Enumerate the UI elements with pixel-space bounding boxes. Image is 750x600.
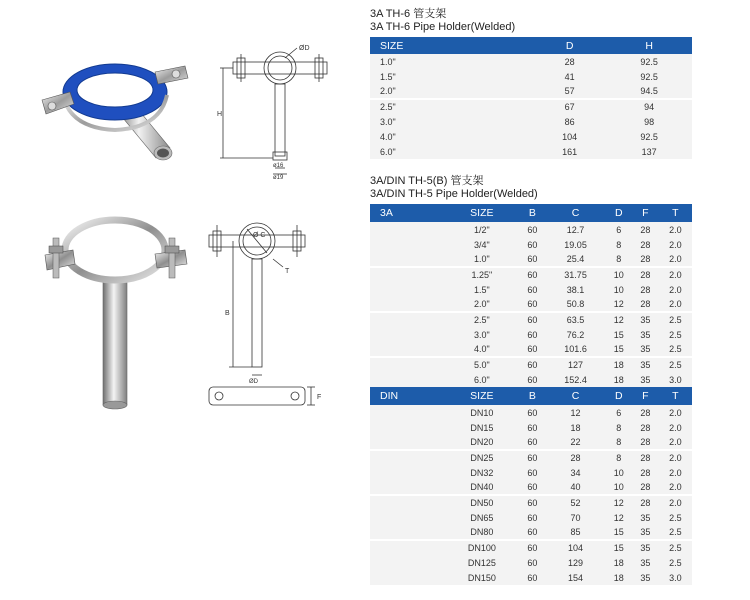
table-cell: 85 [546,525,606,540]
col-d-header: D [605,387,632,405]
table-cell: 6 [605,222,632,237]
table-cell: 22 [546,435,606,450]
col-size-header: SIZE [445,204,519,222]
table-cell: 2.5 [659,540,692,555]
section2-title-en: 3A/DIN TH-5 Pipe Holder(Welded) [370,188,538,200]
table-row [370,144,692,159]
col-b-header: B [519,204,546,222]
table-row [370,465,692,480]
table-cell: 28 [533,54,606,69]
table-cell: 35 [632,312,659,327]
table-cell: 15 [605,327,632,342]
table-cell: 60 [519,555,546,570]
table-cell: DN25 [445,450,519,465]
table-cell-blank [370,540,445,555]
table-row [370,357,692,372]
dim-d2-label: ø19 [273,175,284,180]
col-din-header: DIN [370,387,445,405]
table-cell: 3.0" [370,114,533,129]
table-row [370,297,692,312]
table-cell: 18 [605,372,632,387]
table-cell-blank [370,327,445,342]
table-cell: 60 [519,405,546,420]
col-d-header: D [605,204,632,222]
dim-d1-label: ø16 [273,163,284,169]
table-cell-blank [370,342,445,357]
table-cell: 2.0 [659,282,692,297]
table-cell: 60 [519,312,546,327]
table-cell: 1.25" [445,267,519,282]
table-cell: 4.0" [445,342,519,357]
table-row [370,267,692,282]
table-row [370,525,692,540]
table-cell: DN15 [445,420,519,435]
table-cell: 2.0 [659,237,692,252]
table-cell: 35 [632,327,659,342]
table-cell: 2.0" [445,297,519,312]
table-cell: 18 [605,570,632,585]
table-cell: 1.5" [445,282,519,297]
table-cell: 40 [546,480,606,495]
col-f-header: F [632,387,659,405]
th5-technical-drawing [205,215,330,415]
col-c-header: C [546,204,606,222]
table-row [370,129,692,144]
table-cell: 2.5 [659,312,692,327]
table-cell: 92.5 [606,129,692,144]
table-cell: 57 [533,84,606,99]
table-cell: 8 [605,450,632,465]
table-cell: 137 [606,144,692,159]
table-cell: 60 [519,420,546,435]
table-cell: 8 [605,252,632,267]
table-cell: 35 [632,510,659,525]
th5-pipe-holder-photo [35,210,200,415]
table-cell: 127 [546,357,606,372]
table-cell-blank [370,372,445,387]
col-t-header: T [659,387,692,405]
table-cell-blank [370,435,445,450]
th6-spec-table [370,37,692,159]
table-cell: 94 [606,99,692,114]
dim-h-label: H [217,111,223,118]
table-cell: 10 [605,267,632,282]
table-cell: 1.0" [370,54,533,69]
table-cell: 18 [605,357,632,372]
table-cell: 60 [519,342,546,357]
dim-d-label: ØD [249,379,258,385]
table-cell: 60 [519,510,546,525]
table-cell: 60 [519,267,546,282]
table-cell: 6.0" [370,144,533,159]
section1-title-en: 3A TH-6 Pipe Holder(Welded) [370,21,516,33]
col-3a-header: 3A [370,204,445,222]
col-size-header: SIZE [370,37,533,54]
table-cell: 28 [632,435,659,450]
table-cell-blank [370,282,445,297]
table-row [370,252,692,267]
table-cell: 6 [605,405,632,420]
table-cell-blank [370,222,445,237]
table-row [370,327,692,342]
table-cell-blank [370,420,445,435]
table-cell: 2.5 [659,357,692,372]
table-cell: 2.0 [659,450,692,465]
table-cell-blank [370,237,445,252]
dim-d-label: ØD [299,45,310,52]
col-f-header: F [632,204,659,222]
th5-spec-table [370,204,692,585]
table-cell: 28 [632,420,659,435]
table-cell-blank [370,357,445,372]
table-cell: 28 [632,282,659,297]
table-cell: DN65 [445,510,519,525]
table-cell: 15 [605,342,632,357]
section1-title-cn: 3A TH-6 管支架 [370,8,447,20]
table-row [370,54,692,69]
table-cell-blank [370,570,445,585]
table-row [370,570,692,585]
table-cell: 63.5 [546,312,606,327]
table-cell: 2.5 [659,555,692,570]
table-cell-blank [370,297,445,312]
table-cell: 12 [605,510,632,525]
table-cell: 3/4" [445,237,519,252]
table-row [370,450,692,465]
table-cell: 18 [605,555,632,570]
table-cell: 28 [632,237,659,252]
table-cell: 2.0 [659,405,692,420]
table-row [370,420,692,435]
dim-f-label: F [317,394,322,401]
table-cell: 15 [605,540,632,555]
col-d-header: D [533,37,606,54]
table-cell: DN32 [445,465,519,480]
table-cell: 6.0" [445,372,519,387]
table-cell: 60 [519,237,546,252]
table-cell-blank [370,450,445,465]
table-cell: 92.5 [606,54,692,69]
dim-c-label: Ø C [253,232,266,239]
table-cell: 12 [546,405,606,420]
table-cell: 60 [519,327,546,342]
table-cell: 2.0 [659,267,692,282]
table-row [370,495,692,510]
table-cell-blank [370,555,445,570]
table-cell-blank [370,252,445,267]
table-cell-blank [370,480,445,495]
table-cell: 67 [533,99,606,114]
table-cell: 12 [605,312,632,327]
product-illustrations [0,0,365,600]
table-cell: 60 [519,435,546,450]
table-cell: 2.0 [659,252,692,267]
table-cell: 60 [519,495,546,510]
table-header-row [370,37,692,54]
table-cell: 3.0" [445,327,519,342]
table-cell: DN10 [445,405,519,420]
table-row [370,84,692,99]
table-cell: 1.0" [445,252,519,267]
table-row [370,510,692,525]
th6-technical-drawing [215,40,340,180]
table-cell: 10 [605,465,632,480]
table-cell: 154 [546,570,606,585]
table-row [370,237,692,252]
table-cell: 101.6 [546,342,606,357]
table-cell: 94.5 [606,84,692,99]
table-cell: 41 [533,69,606,84]
table-cell: 60 [519,297,546,312]
table-cell: 70 [546,510,606,525]
table-cell-blank [370,510,445,525]
table-cell: 25.4 [546,252,606,267]
table-cell: 152.4 [546,372,606,387]
col-size-header: SIZE [445,387,519,405]
table-header-row-din [370,387,692,405]
table-row [370,222,692,237]
table-cell: 50.8 [546,297,606,312]
table-row [370,405,692,420]
table-row [370,540,692,555]
table-cell: 10 [605,282,632,297]
table-cell: 161 [533,144,606,159]
table-cell: 31.75 [546,267,606,282]
table-cell: 8 [605,420,632,435]
table-cell: 2.0 [659,480,692,495]
table-cell: 15 [605,525,632,540]
table-cell: 35 [632,342,659,357]
table-cell: 28 [632,465,659,480]
table-cell: 28 [632,450,659,465]
th6-pipe-holder-photo [30,40,200,180]
table-cell: DN125 [445,555,519,570]
table-cell: 35 [632,555,659,570]
table-cell: 86 [533,114,606,129]
table-cell: 60 [519,357,546,372]
table-cell: 3.0 [659,570,692,585]
table-cell: DN20 [445,435,519,450]
table-row [370,312,692,327]
table-cell: 60 [519,540,546,555]
table-cell: 76.2 [546,327,606,342]
table-row [370,372,692,387]
table-row [370,480,692,495]
table-cell: 1.5" [370,69,533,84]
table-row [370,435,692,450]
table-cell: 12.7 [546,222,606,237]
table-cell: 2.5 [659,510,692,525]
table-header-row-3a [370,204,692,222]
table-cell: 2.0 [659,435,692,450]
table-cell: 104 [533,129,606,144]
table-cell: 19.05 [546,237,606,252]
table-cell: 2.0" [370,84,533,99]
table-cell: 35 [632,540,659,555]
table-cell-blank [370,267,445,282]
table-cell: 60 [519,282,546,297]
table-cell: DN80 [445,525,519,540]
table-cell: 28 [632,405,659,420]
table-cell: 60 [519,465,546,480]
table-cell: 2.0 [659,465,692,480]
table-cell: DN40 [445,480,519,495]
table-cell: 2.5 [659,525,692,540]
table-cell: 12 [605,297,632,312]
table-cell-blank [370,312,445,327]
table-cell: 2.5" [370,99,533,114]
table-cell: 8 [605,435,632,450]
table-cell: 3.0 [659,372,692,387]
table-cell: DN150 [445,570,519,585]
dim-t-label: T [285,268,290,275]
table-cell: 2.5" [445,312,519,327]
table-row [370,555,692,570]
table-cell: 10 [605,480,632,495]
table-cell: 28 [632,222,659,237]
table-cell: 35 [632,570,659,585]
table-row [370,99,692,114]
table-cell: 60 [519,480,546,495]
table-cell-blank [370,495,445,510]
table-cell: 60 [519,570,546,585]
table-cell: 12 [605,495,632,510]
table-cell: 28 [632,480,659,495]
table-cell: 4.0" [370,129,533,144]
table-cell: 28 [632,267,659,282]
table-cell: 104 [546,540,606,555]
table-row [370,282,692,297]
table-cell: 28 [632,495,659,510]
table-cell: 60 [519,450,546,465]
table-row [370,69,692,84]
col-h-header: H [606,37,692,54]
section2-title-cn: 3A/DIN TH-5(B) 管支架 [370,175,484,187]
table-cell: 28 [632,252,659,267]
col-t-header: T [659,204,692,222]
table-cell: 92.5 [606,69,692,84]
dim-b-label: B [225,310,230,317]
table-cell: 60 [519,252,546,267]
table-cell: 2.5 [659,342,692,357]
table-cell: 34 [546,465,606,480]
table-cell: 2.0 [659,222,692,237]
table-cell: 35 [632,372,659,387]
table-cell: 2.0 [659,420,692,435]
table-cell: 38.1 [546,282,606,297]
spec-tables [370,8,692,585]
table-cell: 35 [632,357,659,372]
table-cell: 2.0 [659,495,692,510]
table-cell: 60 [519,372,546,387]
table-cell: 5.0" [445,357,519,372]
table-cell: 60 [519,525,546,540]
col-b-header: B [519,387,546,405]
table-row [370,114,692,129]
table-cell: 98 [606,114,692,129]
table-cell-blank [370,465,445,480]
table-cell: 28 [632,297,659,312]
table-cell-blank [370,405,445,420]
table-cell: 52 [546,495,606,510]
table-cell: 1/2" [445,222,519,237]
table-cell: 129 [546,555,606,570]
table-cell: 2.5 [659,327,692,342]
table-cell: 28 [546,450,606,465]
table-row [370,342,692,357]
table-cell: 8 [605,237,632,252]
table-cell: 2.0 [659,297,692,312]
table-cell: DN100 [445,540,519,555]
col-c-header: C [546,387,606,405]
table-cell: DN50 [445,495,519,510]
table-cell: 60 [519,222,546,237]
table-cell: 35 [632,525,659,540]
table-cell: 18 [546,420,606,435]
table-cell-blank [370,525,445,540]
